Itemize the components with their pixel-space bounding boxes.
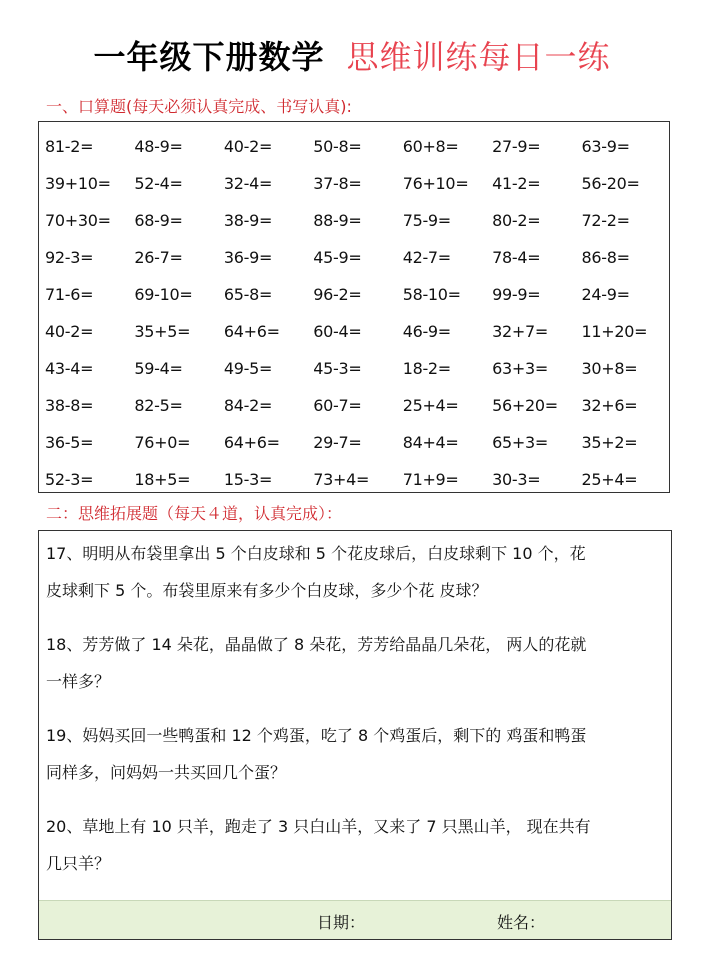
math-problem: 76+10= [402, 174, 469, 193]
question-19 [46, 717, 664, 791]
name-label: 姓名： [497, 913, 546, 932]
math-problem: 49-5= [223, 359, 273, 378]
math-problem: 25+4= [402, 396, 459, 415]
question-line: 同样多，问妈妈一共买回几个蛋？ [46, 763, 287, 782]
math-problem: 71+9= [402, 470, 459, 489]
math-problem: 65+3= [492, 433, 548, 452]
math-problem: 43-4= [45, 359, 94, 378]
title-accent: 思维训练每日一练 [346, 38, 611, 76]
section-2-heading: 二：思维拓展题（每天４道，认真完成）： [46, 504, 343, 523]
math-problem: 11+20= [581, 322, 648, 341]
question-line: 一样多？ [46, 672, 111, 691]
math-problem: 36-9= [223, 248, 273, 267]
mental-math-grid [45, 128, 671, 498]
math-problem: 88-9= [313, 211, 362, 230]
math-problem: 65-8= [223, 285, 273, 304]
math-row [45, 239, 671, 276]
math-problem: 36-5= [45, 433, 94, 452]
math-problem: 35+5= [134, 322, 191, 341]
math-problem: 41-2= [492, 174, 541, 193]
math-problem: 84+4= [402, 433, 459, 452]
question-line: 18、芳芳做了 14 朵花，晶晶做了 8 朵花，芳芳给晶晶几朵花， 两人的花就 [46, 635, 587, 654]
math-problem: 63-9= [581, 137, 630, 156]
math-problem: 38-9= [223, 211, 273, 230]
question-line: 几只羊？ [46, 854, 111, 873]
math-problem: 69-10= [134, 285, 193, 304]
question-line: 20、草地上有 10 只羊，跑走了 3 只白山羊，又来了 7 只黑山羊， 现在共有 [46, 817, 591, 836]
question-20 [46, 808, 664, 882]
math-problem: 24-9= [581, 285, 630, 304]
math-problem: 71-6= [45, 285, 94, 304]
math-problem: 76+0= [134, 433, 191, 452]
math-problem: 39+10= [45, 174, 111, 193]
math-row [45, 276, 671, 313]
math-problem: 45-9= [313, 248, 362, 267]
math-problem: 86-8= [581, 248, 630, 267]
math-problem: 78-4= [492, 248, 541, 267]
math-row [45, 461, 671, 498]
mental-math-box [38, 121, 670, 493]
math-row [45, 202, 671, 239]
math-problem: 15-3= [223, 470, 273, 489]
math-problem: 25+4= [581, 470, 638, 489]
section-1-heading: 一、口算题(每天必须认真完成、书写认真): [46, 97, 352, 116]
math-problem: 99-9= [492, 285, 541, 304]
math-problem: 64+6= [223, 322, 280, 341]
math-problem: 70+30= [45, 211, 111, 230]
math-problem: 18-2= [402, 359, 451, 378]
math-problem: 64+6= [223, 433, 280, 452]
math-problem: 92-3= [45, 248, 94, 267]
math-problem: 32+6= [581, 396, 638, 415]
math-problem: 42-7= [402, 248, 451, 267]
math-problem: 26-7= [134, 248, 183, 267]
math-problem: 81-2= [45, 137, 94, 156]
math-problem: 40-2= [45, 322, 94, 341]
math-problem: 45-3= [313, 359, 362, 378]
math-problem: 63+3= [492, 359, 548, 378]
question-line: 19、妈妈买回一些鸭蛋和 12 个鸡蛋，吃了 8 个鸡蛋后，剩下的 鸡蛋和鸭蛋 [46, 726, 587, 745]
math-row [45, 165, 671, 202]
math-problem: 68-9= [134, 211, 183, 230]
math-problem: 40-2= [223, 137, 273, 156]
math-problem: 82-5= [134, 396, 183, 415]
math-problem: 84-2= [223, 396, 273, 415]
math-problem: 56-20= [581, 174, 640, 193]
footer-bar [39, 900, 671, 939]
math-problem: 50-8= [313, 137, 362, 156]
question-18 [46, 626, 664, 700]
math-problem: 32+7= [492, 322, 548, 341]
question-line: 皮球剩下 5 个。布袋里原来有多少个白皮球，多少个花 皮球？ [46, 581, 488, 600]
question-line: 17、明明从布袋里拿出 5 个白皮球和 5 个花皮球后，白皮球剩下 10 个，花 [46, 544, 586, 563]
math-row [45, 424, 671, 461]
math-problem: 56+20= [492, 396, 558, 415]
math-problem: 96-2= [313, 285, 362, 304]
math-problem: 73+4= [313, 470, 370, 489]
math-problem: 72-2= [581, 211, 630, 230]
math-row [45, 350, 671, 387]
math-problem: 75-9= [402, 211, 451, 230]
word-problems-box [38, 530, 672, 940]
math-problem: 35+2= [581, 433, 638, 452]
title-main: 一年级下册数学 [93, 38, 325, 76]
math-problem: 60-4= [313, 322, 362, 341]
math-row [45, 313, 671, 350]
math-problem: 29-7= [313, 433, 362, 452]
math-problem: 59-4= [134, 359, 183, 378]
math-problem: 32-4= [223, 174, 273, 193]
math-problem: 60+8= [402, 137, 459, 156]
math-problem: 30-3= [492, 470, 541, 489]
math-problem: 48-9= [134, 137, 183, 156]
math-problem: 58-10= [402, 285, 461, 304]
page-title [0, 32, 704, 78]
math-problem: 60-7= [313, 396, 362, 415]
math-problem: 27-9= [492, 137, 541, 156]
math-row [45, 128, 671, 165]
math-row [45, 387, 671, 424]
math-problem: 38-8= [45, 396, 94, 415]
question-17 [46, 535, 664, 609]
math-problem: 52-3= [45, 470, 94, 489]
math-problem: 30+8= [581, 359, 638, 378]
math-problem: 80-2= [492, 211, 541, 230]
math-problem: 46-9= [402, 322, 451, 341]
date-label: 日期： [317, 913, 366, 932]
math-problem: 52-4= [134, 174, 183, 193]
math-problem: 37-8= [313, 174, 362, 193]
math-problem: 18+5= [134, 470, 191, 489]
